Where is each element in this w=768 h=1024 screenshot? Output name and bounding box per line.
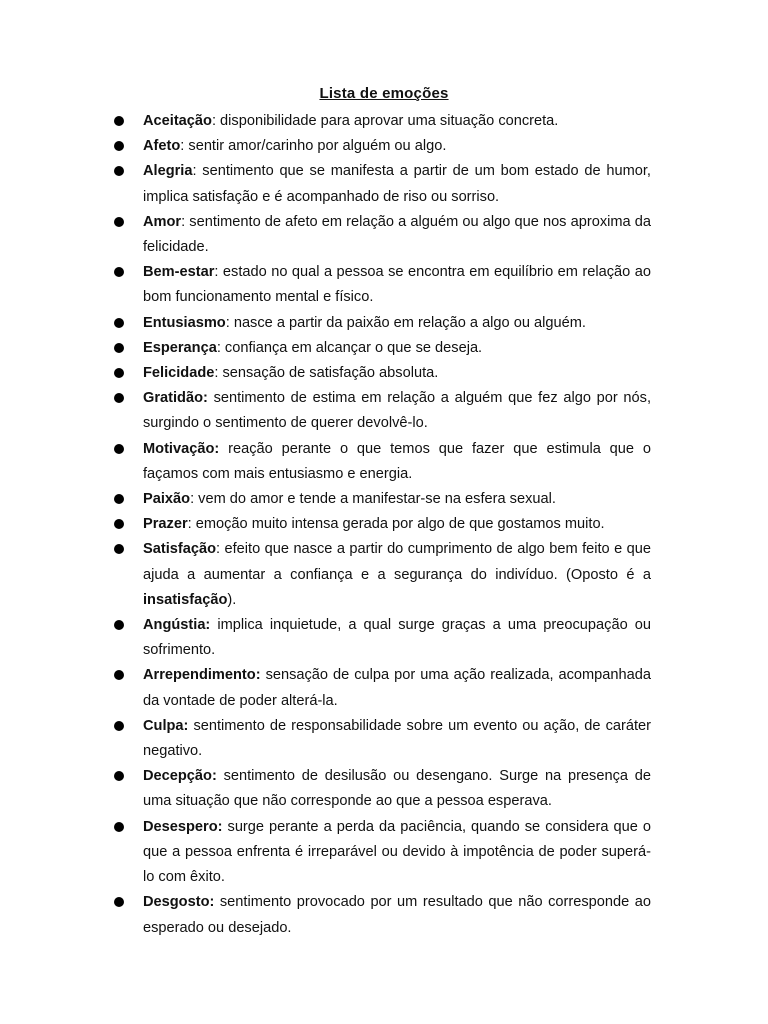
list-item — [113, 109, 651, 134]
bullet-icon — [114, 771, 124, 781]
emotion-description: ). — [227, 591, 237, 608]
bullet-icon — [114, 116, 124, 126]
list-item — [113, 311, 651, 336]
bullet-icon — [114, 343, 124, 353]
document-title: Lista de emoções — [319, 85, 449, 102]
emotion-term: Afeto — [143, 138, 181, 155]
emotion-term: insatisfação — [143, 591, 228, 608]
list-item — [113, 134, 651, 159]
emotion-term: Bem-estar — [143, 264, 215, 281]
bullet-icon — [114, 141, 124, 151]
list-item — [113, 260, 651, 310]
bullet-icon — [114, 544, 124, 554]
bullet-icon — [114, 444, 124, 454]
emotion-description: sensação de culpa por uma ação realizada, acompanhada da vontade de poder alterá-la. — [143, 667, 651, 709]
emotion-description: : vem do amor e tende a manifestar-se na esfera sexual. — [190, 491, 556, 508]
emotion-term: Alegria — [143, 163, 193, 180]
emotion-description: sentimento de desilusão ou desengano. Surge na presença de uma situação que não corresponde ao que a pessoa esperava. — [143, 768, 651, 810]
bullet-icon — [114, 721, 124, 731]
bullet-icon — [114, 897, 124, 907]
list-item — [113, 386, 651, 436]
emotion-description: reação perante o que temos que fazer que estimula que o façamos com mais entusiasmo e energia. — [143, 440, 651, 482]
emotion-description: sentimento de responsabilidade sobre um evento ou ação, de caráter negativo. — [143, 717, 651, 760]
bullet-icon — [114, 620, 124, 630]
list-item — [113, 815, 651, 891]
emotion-description: : emoção muito intensa gerada por algo de que gostamos muito. — [187, 516, 605, 533]
emotion-term: Satisfação — [143, 541, 217, 558]
emotion-term: Desgosto: — [143, 894, 215, 911]
emotion-term: Motivação: — [143, 440, 220, 457]
list-item — [113, 890, 651, 940]
emotion-description: sentimento de estima em relação a alguém que fez algo por nós, surgindo o sentimento de querer devolvê-lo. — [143, 390, 651, 432]
emotion-description: : sentimento que se manifesta a partir de um bom estado de humor, implica satisfação e é acompanhado de riso ou sorriso. — [143, 163, 651, 205]
list-item — [113, 714, 651, 764]
bullet-icon — [114, 494, 124, 504]
emotion-term: Culpa: — [143, 717, 189, 734]
list-item — [113, 613, 651, 663]
list-item — [113, 210, 651, 260]
emotion-term: Arrependimento: — [143, 667, 261, 684]
list-item — [113, 512, 651, 537]
emotion-term: Desespero: — [143, 818, 223, 835]
list-item — [113, 537, 651, 613]
emotion-term: Felicidade — [143, 365, 215, 382]
emotion-term: Amor — [143, 213, 182, 230]
emotion-term: Angústia: — [143, 617, 211, 634]
emotion-description: : sentimento de afeto em relação a alguém ou algo que nos aproxima da felicidade. — [143, 213, 651, 256]
emotion-description: : efeito que nasce a partir do cumprimento de algo bem feito e que ajuda a aumentar a confiança e a segurança do indivíduo. (Oposto é a — [143, 541, 651, 583]
emotion-description: sentimento provocado por um resultado que não corresponde ao esperado ou desejado. — [143, 894, 651, 936]
bullet-icon — [114, 318, 124, 328]
emotion-description: : confiança em alcançar o que se deseja. — [216, 339, 483, 356]
bullet-icon — [114, 368, 124, 378]
emotion-term: Prazer — [143, 516, 188, 533]
emotion-description: : estado no qual a pessoa se encontra em equilíbrio em relação ao bom funcionamento mental e físico. — [143, 264, 651, 306]
bullet-icon — [114, 217, 124, 227]
list-item — [113, 159, 651, 209]
list-item — [113, 437, 651, 487]
list-item — [113, 764, 651, 814]
emotion-description: : nasce a partir da paixão em relação a algo ou alguém. — [225, 314, 586, 331]
list-item — [113, 487, 651, 512]
emotion-description: surge perante a perda da paciência, quando se considera que o que a pessoa enfrenta é irreparável ou devido à impotência de poder superá-lo com êxito. — [143, 818, 651, 886]
bullet-icon — [114, 822, 124, 832]
emotion-description: : sensação de satisfação absoluta. — [214, 365, 439, 382]
emotion-list — [113, 109, 651, 941]
emotion-description: : disponibilidade para aprovar uma situação concreta. — [211, 113, 559, 129]
bullet-icon — [114, 267, 124, 277]
bullet-icon — [114, 393, 124, 403]
bullet-icon — [114, 519, 124, 529]
emotion-term: Esperança — [143, 339, 217, 356]
list-item — [113, 336, 651, 361]
emotion-term: Entusiasmo — [143, 314, 226, 331]
emotion-term: Aceitação — [143, 113, 212, 129]
bullet-icon — [114, 670, 124, 680]
emotion-description: : sentir amor/carinho por alguém ou algo. — [180, 138, 447, 155]
emotion-term: Paixão — [143, 491, 191, 508]
emotion-term: Gratidão: — [143, 390, 208, 407]
list-item — [113, 663, 651, 713]
bullet-icon — [114, 166, 124, 176]
emotion-term: Decepção: — [143, 768, 217, 785]
list-item — [113, 361, 651, 386]
emotion-description: implica inquietude, a qual surge graças a uma preocupação ou sofrimento. — [143, 617, 651, 659]
